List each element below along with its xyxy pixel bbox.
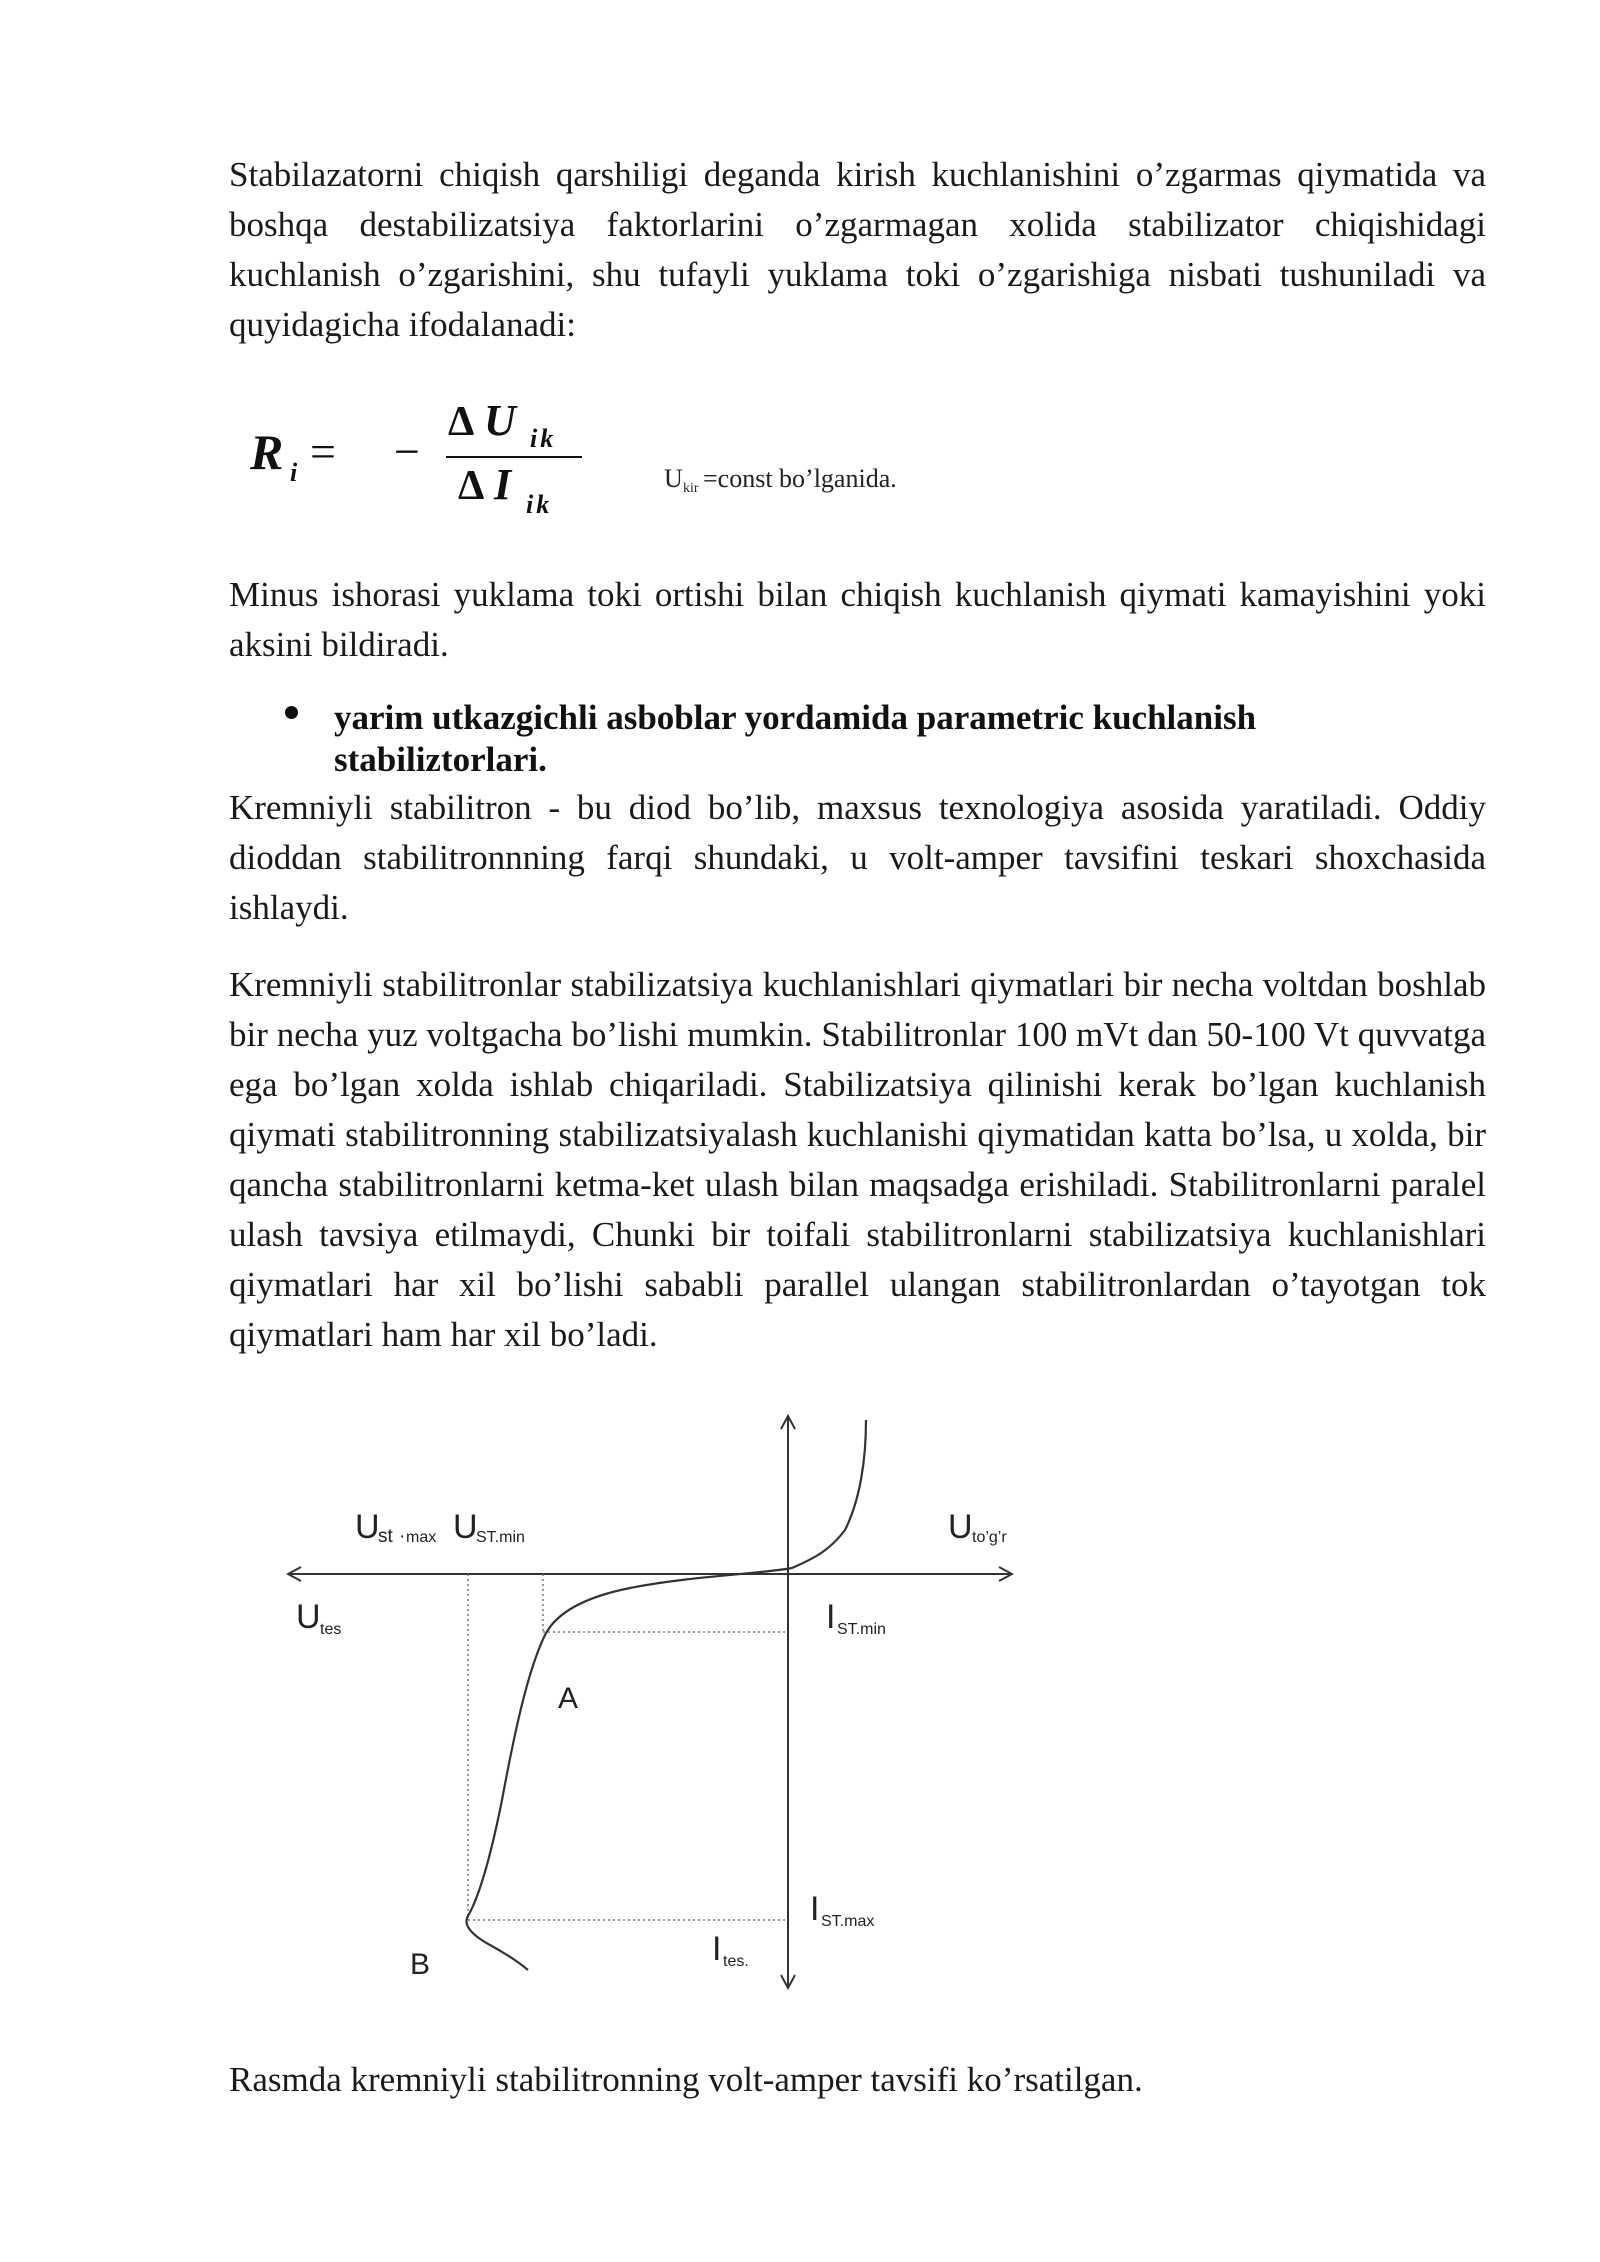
formula-denominator-symbol: I — [494, 460, 512, 509]
formula-denominator-sub: ik — [526, 490, 553, 519]
paragraph-figure-caption: Rasmda kremniyli stabilitronning volt-amper tavsifi ko’rsatilgan. — [229, 2060, 1143, 2099]
bullet-heading: yarim utkazgichli asboblar yordamida parametric kuchlanish stabiliztorlari. — [334, 698, 1257, 779]
formula-denominator-delta: Δ — [458, 463, 485, 509]
label-point-b: B — [410, 1948, 431, 1981]
label-ust-max-dot: · — [399, 1526, 406, 1547]
label-ist-max: I — [810, 1890, 820, 1928]
formula-numerator-sub: ik — [530, 424, 557, 453]
label-ites: I — [712, 1930, 722, 1968]
label-ust-max-sub: st — [378, 1526, 393, 1547]
label-point-a: A — [558, 1682, 579, 1715]
paragraph-stabilitron-definition: Kremniyli stabilitron - bu diod bo’lib, maxsus texnologiya asosida yaratiladi. Oddiy dioddan stabilitronnning farqi shundaki, u volt-amper tavsifini teskari shoxchasida ishlaydi. — [229, 788, 1486, 927]
label-ust-min-sub: ST.min — [476, 1529, 525, 1546]
label-utes: U — [296, 1598, 321, 1636]
label-utogr: U — [948, 1508, 973, 1546]
formula-condition-main: U — [664, 464, 683, 493]
paragraph-minus-sign: Minus ishorasi yuklama toki ortishi bilan chiqish kuchlanish qiymati kamayishini yoki aksini bildiradi. — [229, 575, 1486, 664]
paragraph-output-resistance: Stabilazatorni chiqish qarshiligi deganda kirish kuchlanishini o’zgarmas qiymatida va boshqa destabilizatsiya faktorlarini o’zgarmagan xolida stabilizator chiqishidagi kuchlanish o’zgarishini, shu tufayli yuklama toki o’zgarishiga nisbati tushuniladi va quyidagicha ifodalanadi: — [229, 155, 1486, 344]
formula-lhs-symbol: R — [250, 424, 284, 480]
label-ites-sub: tes. — [723, 1953, 749, 1970]
label-ist-max-sub: ST.max — [821, 1913, 875, 1930]
formula-numerator-delta: Δ — [448, 399, 475, 445]
formula-numerator-symbol: U — [484, 396, 516, 445]
formula-equals-minus: = − — [310, 426, 420, 477]
paragraph-stabilitron-voltages: Kremniyli stabilitronlar stabilizatsiya kuchlanishlari qiymatlari bir necha voltdan boshlab bir necha yuz voltgacha bo’lishi mumkin. Stabilitronlar 100 mVt dan 50-100 Vt quvvatga ega bo’lgan xolda ishlab chiqariladi. Stabilizatsiya qilinishi kerak bo’lgan kuchlanish qiymati stabilitronning stabilizatsiyalash kuchlanishi qiymatidan katta bo’lsa, u xolda, bir qancha stabilitronlarni ketma-ket ulash bilan maqsadga erishiladi. Stabilitronlarni paralel ulash tavsiya etilmaydi, Chunki bir toifali stabilitronlarni stabilizatsiya kuchlanishlari qiymatlari har xil bo’lishi sababli parallel ulangan stabilitronlardan o’tayotgan tok qiymatlari ham har xil bo’ladi. — [229, 965, 1486, 1354]
output-resistance-formula — [240, 395, 940, 525]
formula-condition-sub: kir — [683, 481, 699, 496]
formula-lhs-sub: i — [290, 458, 298, 487]
label-ist-min-sub: ST.min — [837, 1621, 886, 1638]
label-ust-max-sub2: max — [406, 1529, 437, 1546]
formula-condition-rest: =const bo’lganida. — [703, 464, 897, 493]
label-ist-min: I — [826, 1598, 836, 1636]
label-utes-sub: tes — [320, 1621, 342, 1638]
label-ust-min: U — [453, 1508, 478, 1546]
stabilitron-iv-diagram — [260, 1400, 1080, 2020]
label-ust-max: U — [355, 1508, 380, 1546]
iv-characteristic-curve — [466, 1420, 866, 1970]
bullet-dot — [285, 697, 309, 721]
label-utogr-sub: to’g’r — [972, 1529, 1007, 1546]
